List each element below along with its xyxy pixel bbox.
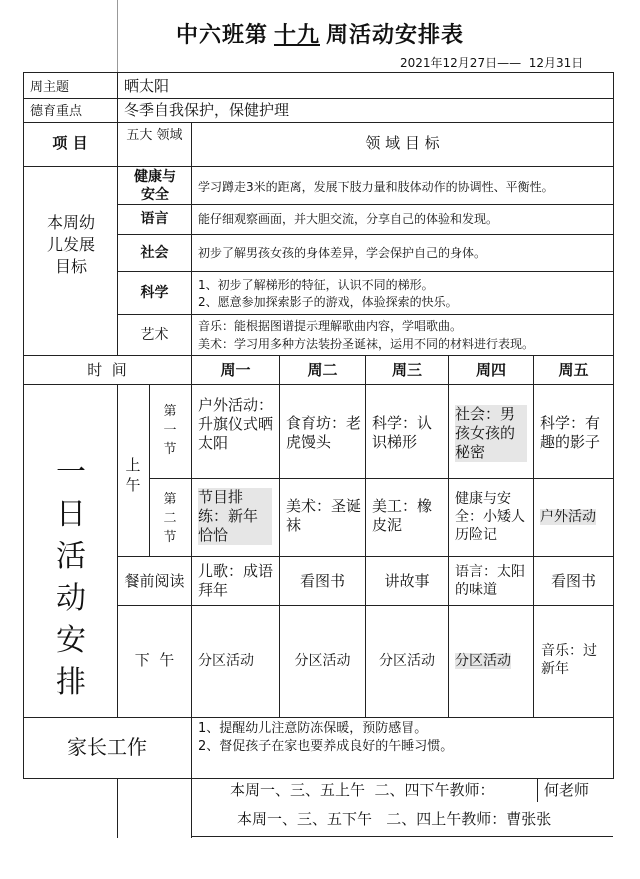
afternoon-label: 下 午 [134,651,175,669]
goals-header-goals: 领 域 目 标 [365,134,440,152]
goal-text-art-1: 音乐：能根据图谱提示理解歌曲内容，学唱歌曲。 [198,319,463,333]
teachers-line1-name: 何老师 [544,781,590,799]
goal-text-language: 能仔细观察画面，并大胆交流，分享自己的体验和发现。 [198,212,499,226]
reading-wed: 讲故事 [384,572,430,590]
period1-label: 第一节 [163,404,177,457]
reading-label: 餐前阅读 [124,572,185,590]
period2-fri: 户外活动 [540,509,596,525]
daily-schedule-label: 一日活动安排 [56,455,86,700]
parent-work-label: 家长工作 [67,735,147,759]
goal-domain-art: 艺术 [140,327,169,343]
goal-text-social: 初步了解男孩女孩的身体差异，学会保护自己的身体。 [198,246,487,260]
goal-domain-science: 科学 [140,285,169,301]
reading-thu: 语言：太阳的味道 [455,564,525,598]
goal-domain-language: 语言 [140,211,169,227]
afternoon-tue: 分区活动 [294,653,351,669]
parent-work-line2: 2、督促孩子在家也要养成良好的午睡习惯。 [198,739,454,754]
day-header-mon: 周一 [220,361,251,379]
goals-header-item: 项 目 [52,134,88,152]
period2-mon: 节目排练：新年恰恰 [198,488,272,545]
week-number: 十九 [273,23,320,48]
teachers-line2: 本周一、三、五下午 二、四上午教师：曹张张 [237,810,552,828]
reading-tue: 看图书 [299,572,345,590]
afternoon-thu: 分区活动 [455,653,511,669]
goal-domain-social: 社会 [140,245,169,261]
period1-fri: 科学：有趣的影子 [540,414,601,451]
teachers-line1-label: 本周一、三、五上午 二、四下午教师： [230,781,495,799]
period2-wed: 美工：橡皮泥 [372,497,433,534]
period1-thu: 社会：男孩女孩的秘密 [455,405,527,462]
period1-mon: 户外活动：升旗仪式晒太阳 [198,396,274,452]
goals-header-domains: 五大 领域 [126,128,183,143]
day-header-wed: 周三 [391,361,422,379]
moral-value: 冬季自我保护，保健护理 [124,101,290,119]
goal-text-health: 学习蹲走3米的距离，发展下肢力量和肢体动作的协调性、平衡性。 [198,180,554,194]
title-suffix: 周活动安排表 [326,23,465,48]
theme-value: 晒太阳 [124,77,170,95]
afternoon-wed: 分区活动 [379,653,435,669]
day-header-thu: 周四 [475,361,506,379]
goal-text-art-2: 美术：学习用多种方法装扮圣诞袜，运用不同的材料进行表现。 [198,337,535,351]
afternoon-mon: 分区活动 [198,653,254,669]
morning-label: 上午 [125,456,141,494]
date-range: 2021年12月27日—— 12月31日 [400,56,584,70]
period2-label: 第二节 [163,492,177,545]
goal-text-science-1: 1、初步了解梯形的特征，认识不同的梯形。 [198,278,434,292]
period2-tue: 美术：圣诞袜 [286,497,362,534]
goal-text-science-2: 2、愿意参加探索影子的游戏，体验探索的快乐。 [198,295,458,309]
page-title [0,18,640,49]
goals-section-label: 本周幼儿发展目标 [46,213,95,276]
day-header-fri: 周五 [558,361,589,379]
reading-mon: 儿歌：成语拜年 [198,562,274,599]
day-header-tue: 周二 [307,361,338,379]
period1-tue: 食育坊：老虎馒头 [286,414,362,451]
period1-wed: 科学：认识梯形 [372,414,433,451]
afternoon-fri: 音乐：过新年 [541,643,597,677]
title-prefix: 中六班第 [175,23,268,48]
parent-work-line1: 1、提醒幼儿注意防冻保暖，预防感冒。 [198,721,428,736]
goal-domain-health: 健康与安全 [134,169,176,203]
period2-thu: 健康与安全：小矮人历险记 [455,491,525,543]
moral-label: 德育重点 [30,104,83,119]
theme-label: 周主题 [30,80,70,95]
reading-fri: 看图书 [550,572,596,590]
schedule-time-header: 时 间 [87,361,127,379]
